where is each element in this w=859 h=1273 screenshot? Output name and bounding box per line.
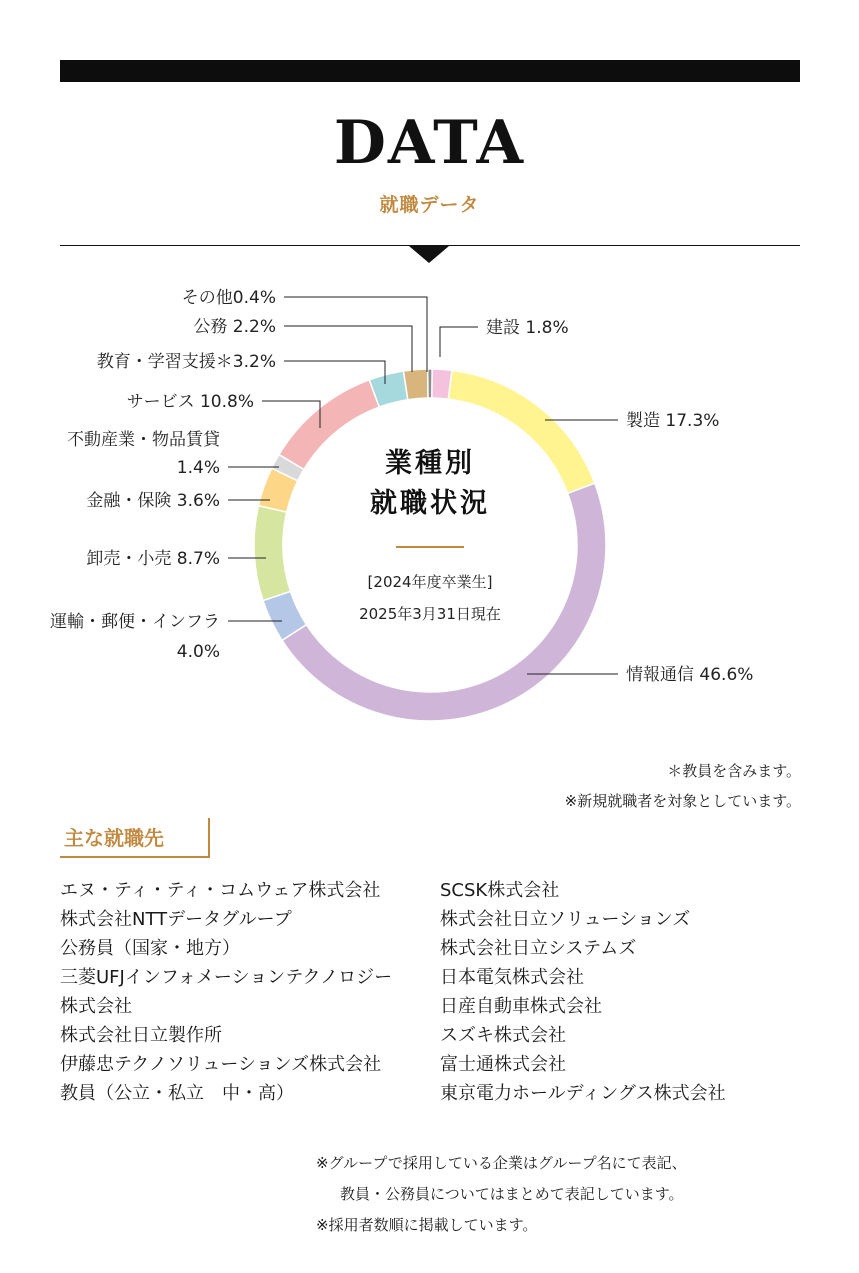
company-item: 富士通株式会社 [440, 1054, 566, 1075]
page-subtitle: 就職データ [379, 194, 480, 216]
slice-label: 不動産業・物品賃貸 [67, 430, 220, 450]
companies-heading: 主な就職先 [64, 826, 164, 850]
footer-notes [316, 1148, 687, 1241]
company-item: 株式会社NTTデータグループ [60, 909, 292, 930]
chart-center-title: 業種別 [385, 448, 475, 479]
slice-label: サービス 10.8% [126, 392, 254, 412]
slice-label: 卸売・小売 8.7% [86, 549, 220, 569]
slice-label: 製造 17.3% [626, 411, 720, 431]
leader-line [440, 327, 478, 357]
footer-note-teachers: 教員・公務員についてはまとめて表記しています。 [340, 1185, 684, 1203]
slice-label: 教育・学習支援＊3.2% [96, 352, 276, 372]
company-item: スズキ株式会社 [440, 1025, 566, 1046]
donut-slice [428, 369, 432, 398]
page-title: DATA [333, 108, 526, 178]
slice-label: その他0.4% [181, 288, 276, 308]
chart-center-subtitle: [2024年度卒業生] [367, 573, 493, 591]
company-item: 株式会社日立ソリューションズ [440, 909, 691, 930]
company-item: 日本電気株式会社 [440, 967, 584, 988]
company-item: SCSK株式会社 [440, 880, 560, 901]
slice-label: 4.0% [176, 642, 220, 662]
company-item: 株式会社日立製作所 [60, 1025, 222, 1046]
company-item: 教員（公立・私立 中・高） [60, 1083, 294, 1104]
footer-note-group: ※グループで採用している企業はグループ名にて表記、 [316, 1154, 687, 1172]
company-item: 公務員（国家・地方） [60, 938, 240, 959]
company-item: 東京電力ホールディングス株式会社 [440, 1083, 726, 1104]
company-item: 三菱UFJインフォメーションテクノロジー [60, 967, 393, 988]
chart-notes [565, 756, 801, 816]
slice-label: 運輸・郵便・インフラ [50, 612, 220, 632]
donut-slice [403, 369, 428, 400]
slice-label: 金融・保険 3.6% [86, 491, 220, 511]
slice-label: 公務 2.2% [193, 317, 276, 337]
donut-slice [279, 380, 379, 470]
companies-heading-box [60, 818, 210, 858]
company-item: 伊藤忠テクノソリューションズ株式会社 [60, 1054, 382, 1075]
note-teachers: ＊教員を含みます。 [667, 762, 801, 780]
company-item: 日産自動車株式会社 [440, 996, 602, 1017]
slice-label: 1.4% [176, 458, 220, 478]
company-item: エヌ・ティ・ティ・コムウェア株式会社 [60, 880, 381, 901]
donut-slice [254, 506, 291, 601]
slice-label: 建設 1.8% [486, 318, 569, 338]
slice-label: 情報通信 46.6% [626, 665, 754, 685]
footer-note-order: ※採用者数順に掲載しています。 [316, 1216, 538, 1234]
chart-center-title: 就職状況 [370, 488, 490, 519]
chart-center-subtitle: 2025年3月31日現在 [359, 605, 501, 623]
leader-line [284, 326, 412, 372]
company-item: 株式会社 [60, 996, 132, 1017]
company-item: 株式会社日立システムズ [440, 938, 637, 959]
note-new-hires: ※新規就職者を対象としています。 [564, 792, 801, 810]
companies-column-2 [440, 876, 820, 1108]
companies-column-1 [60, 876, 430, 1108]
